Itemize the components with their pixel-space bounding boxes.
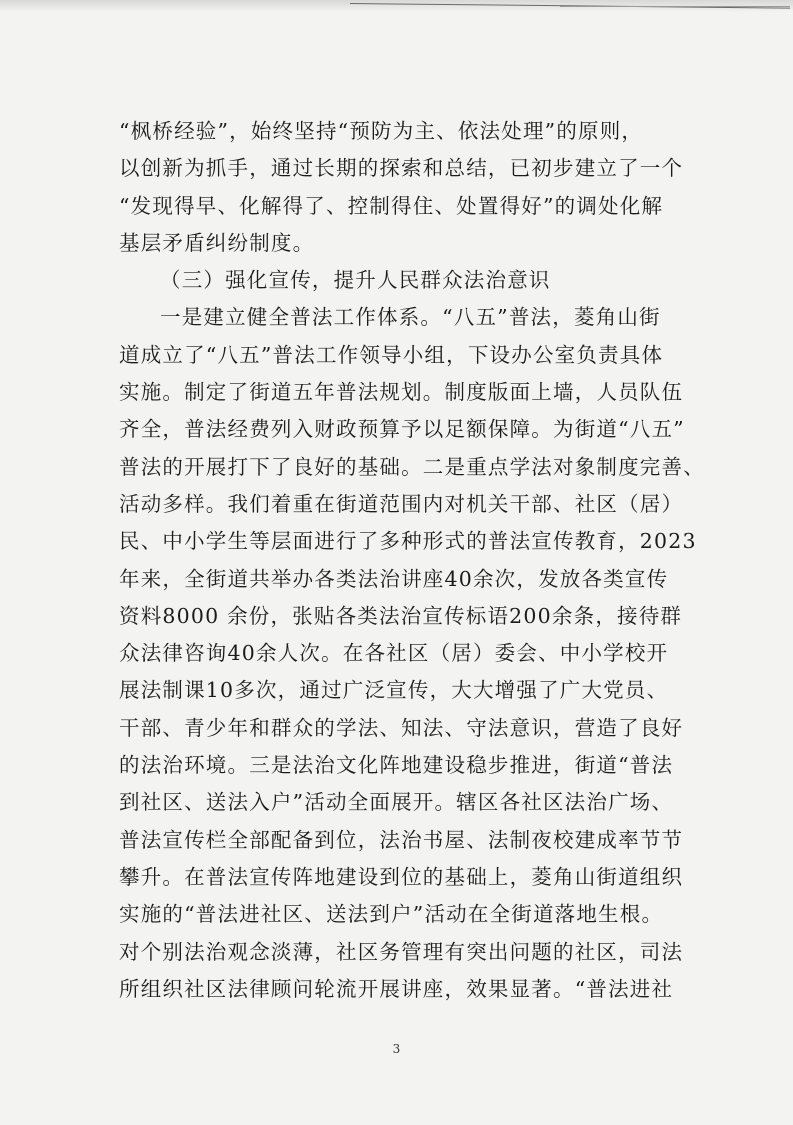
text-line: 展法制课10多次，通过广泛宣传，大大增强了广大党员、 [119,678,669,703]
text-line: “发现得早、化解得了、控制得住、处置得好”的调处化解 [119,193,664,218]
text-line: 道成立了“八五”普法工作领导小组，下设办公室负责具体 [119,342,664,367]
text-line: 到社区、送法入户”活动全面展开。辖区各社区法治广场、 [119,790,674,815]
text-line: “枫桥经验”，始终坚持“预防为主、依法处理”的原则， [119,119,644,143]
section-heading: （三）强化宣传，提升人民群众法治意识 [160,268,551,293]
text-line: 干部、青少年和群众的学法、知法、守法意识，营造了良好 [119,715,684,740]
text-line: 年来，全街道共举办各类法治讲座40余次，发放各类宣传 [119,566,669,591]
text-line: 对个别法治观念淡薄，社区务管理有突出问题的社区，司法 [119,939,684,964]
document-body [119,113,705,1008]
text-line: 普法的开展打下了良好的基础。二是重点学法对象制度完善、 [119,454,705,479]
text-line: 实施。制定了街道五年普法规划。制度版面上墙，人员队伍 [119,380,684,405]
text-line: 以创新为抓手，通过长期的探索和总结，已初步建立了一个 [119,156,684,181]
paragraph-first-line: 一是建立健全普法工作体系。“八五”普法，菱角山街 [160,305,661,330]
text-line: 众法律咨询40余人次。在各社区（居）委会、中小学校开 [119,641,669,666]
text-line: 所组织社区法律顾问轮流开展讲座，效果显著。“普法进社 [119,976,674,1001]
scan-artifact-line [560,6,790,7]
text-line: 民、中小学生等层面进行了多种形式的普法宣传教育，2023 [119,529,697,554]
text-line: 齐全，普法经费列入财政预算予以足额保障。为街道“八五” [119,417,685,442]
text-line: 基层矛盾纠纷制度。 [119,230,315,255]
text-line: 实施的“普法进社区、送法到户”活动在全街道落地生根。 [119,902,664,927]
text-line: 攀升。在普法宣传阵地建设到位的基础上，菱角山街道组织 [119,864,684,889]
text-line: 活动多样。我们着重在街道范围内对机关干部、社区（居） [119,491,684,516]
text-line: 普法宣传栏全部配备到位，法治书屋、法制夜校建成率节节 [119,827,684,852]
text-line: 资料8000 余份，张贴各类法治宣传标语200余条，接待群 [119,603,683,628]
page-number: 3 [392,1042,401,1056]
text-line: 的法治环境。三是法治文化阵地建设稳步推进，街道“普法 [119,753,674,778]
